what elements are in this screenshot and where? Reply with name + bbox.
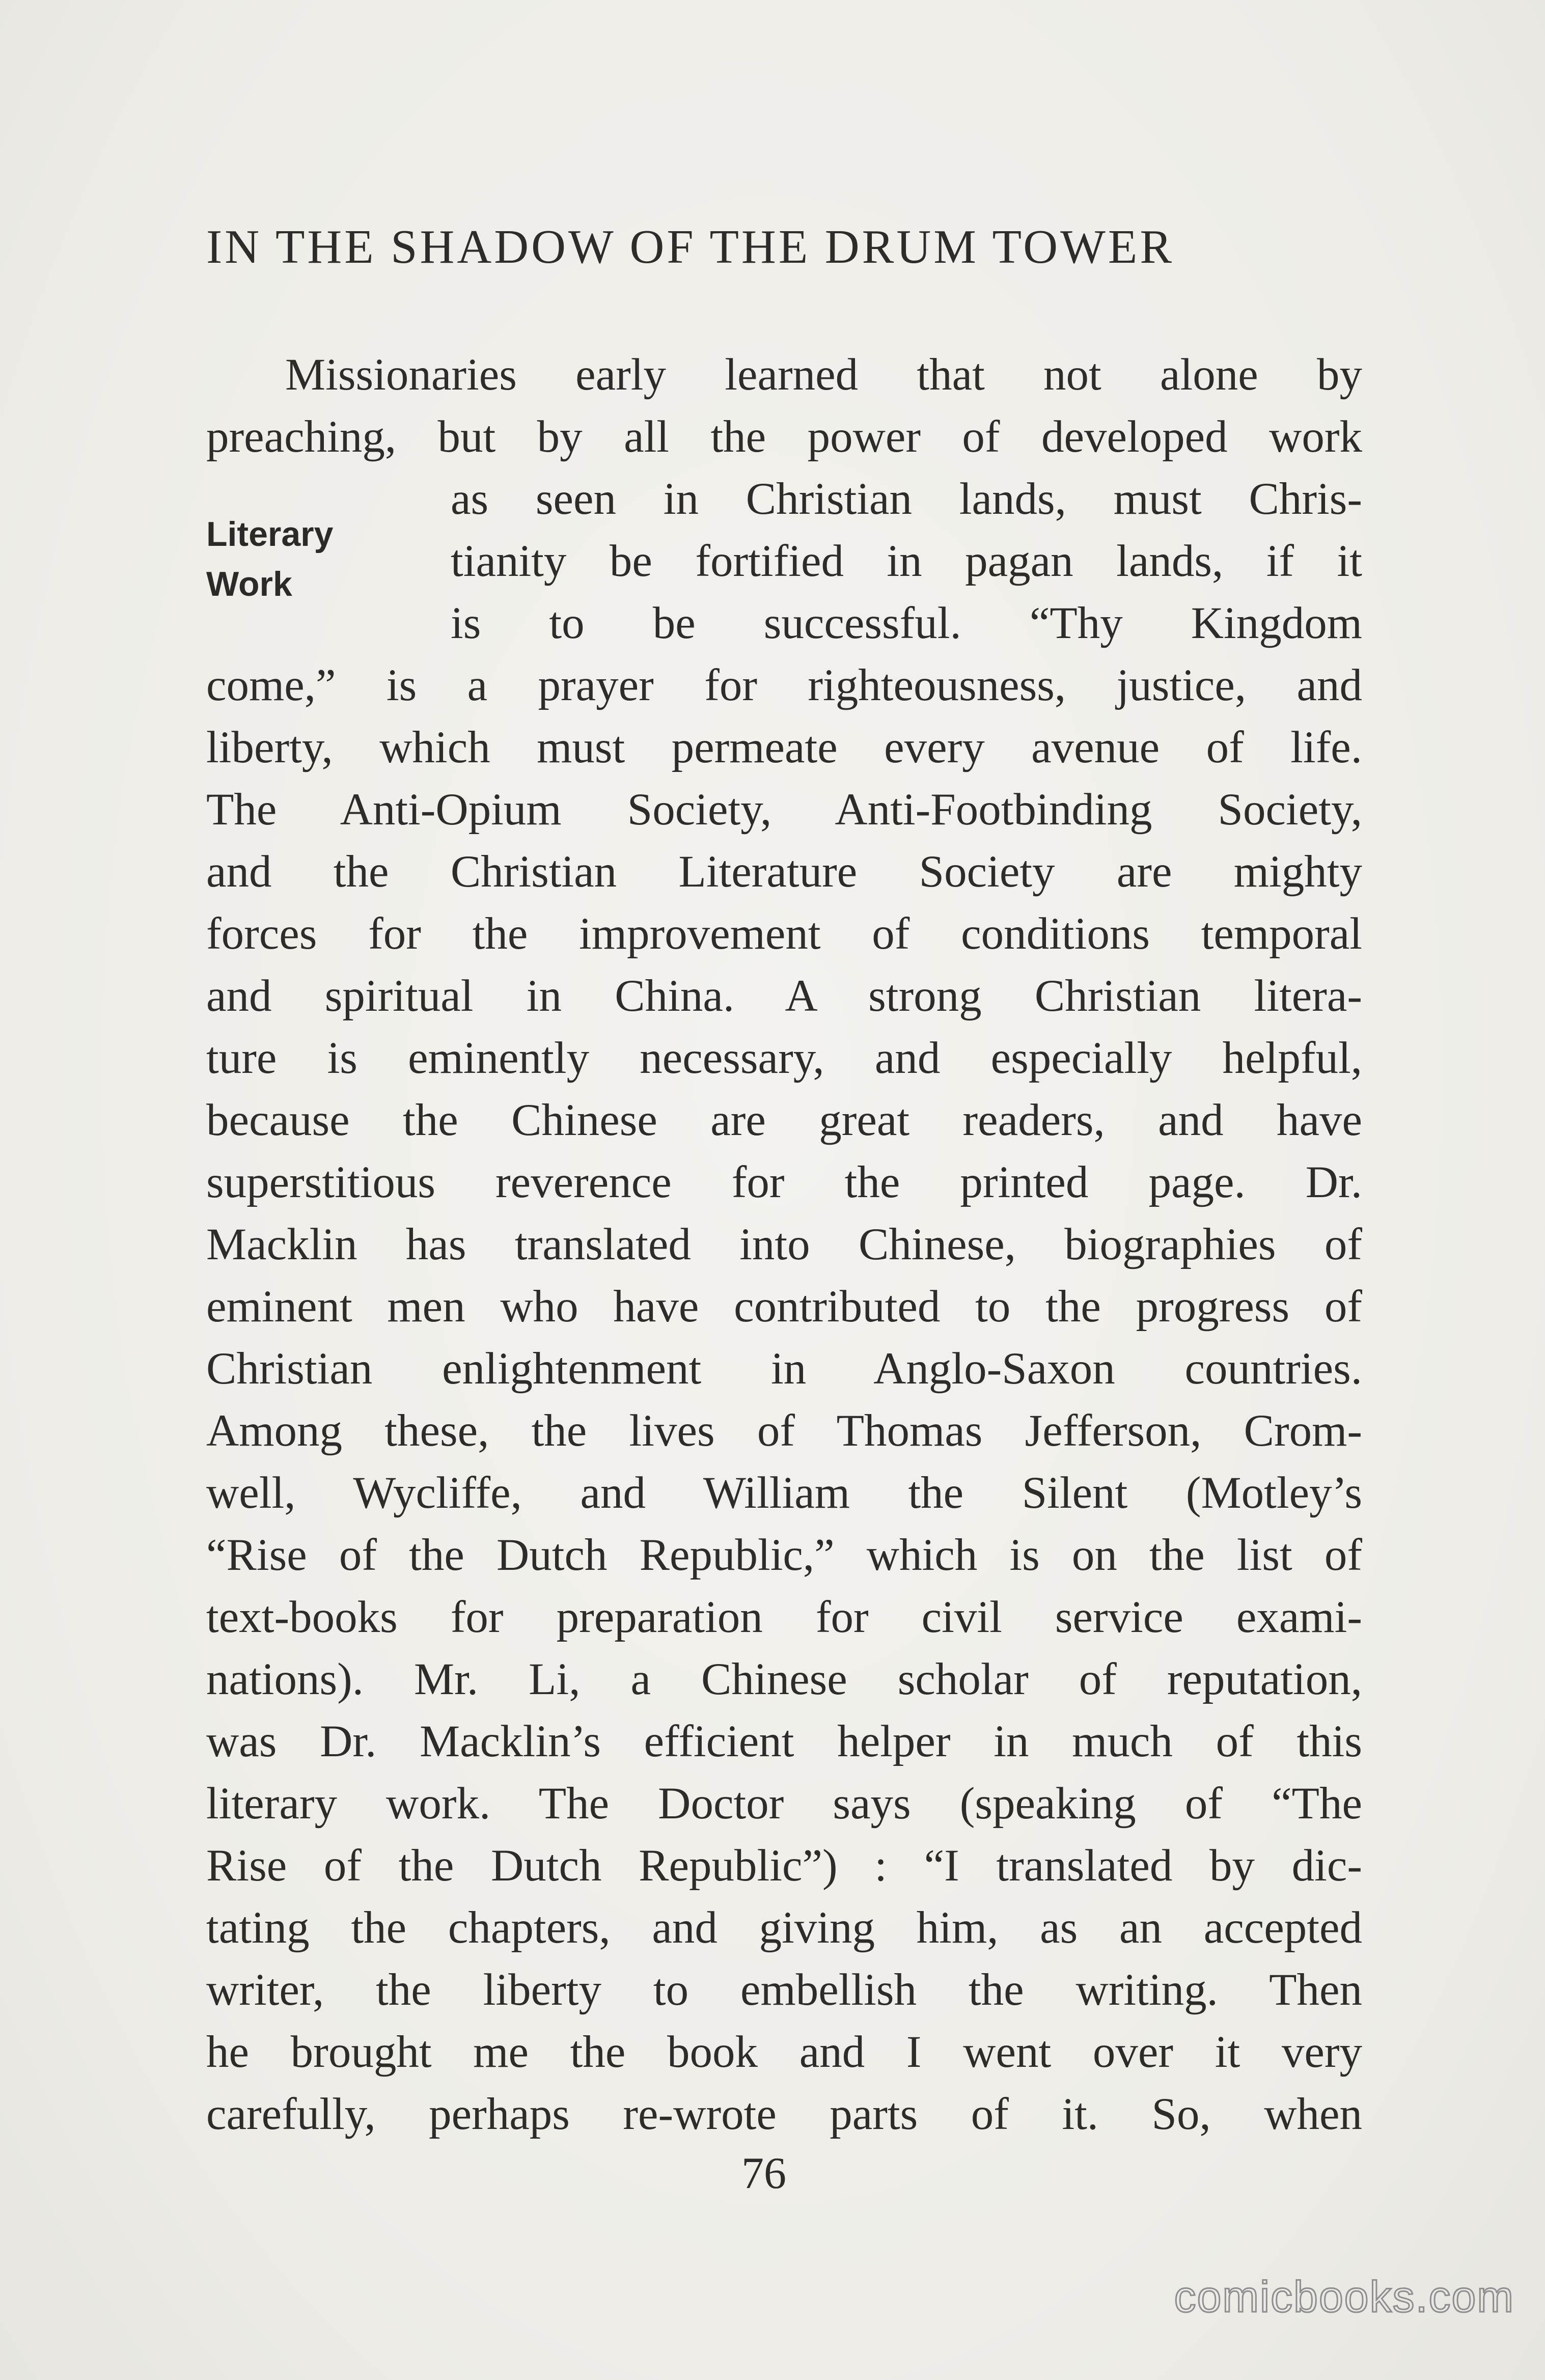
text-line: as seen in Christian lands, must Chris- <box>451 474 1362 524</box>
text-line: ture is eminently necessary, and especially helpful, <box>206 1033 1362 1083</box>
text-line: literary work. The Doctor says (speaking of “The <box>206 1779 1362 1829</box>
text-line: carefully, perhaps re-wrote parts of it. So, when <box>206 2089 1362 2139</box>
text-line: well, Wycliffe, and William the Silent (Motley’s <box>206 1468 1362 1518</box>
text-line: tianity be fortified in pagan lands, if it <box>451 536 1362 586</box>
text-line: forces for the improvement of conditions temporal <box>206 909 1362 959</box>
text-line: and the Christian Literature Society are mighty <box>206 847 1362 897</box>
text-line: tating the chapters, and giving him, as an accepted <box>206 1903 1362 1953</box>
text-line: writer, the liberty to embellish the writing. Then <box>206 1965 1362 2015</box>
text-line: Christian enlightenment in Anglo-Saxon countries. <box>206 1344 1362 1394</box>
margin-note-line: Work <box>206 565 292 603</box>
text-line: preaching, but by all the power of developed work <box>206 412 1362 462</box>
text-line: was Dr. Macklin’s efficient helper in much of this <box>206 1717 1362 1766</box>
text-line: Missionaries early learned that not alone by <box>285 350 1362 400</box>
text-line: and spiritual in China. A strong Christian litera- <box>206 971 1362 1021</box>
text-line: text-books for preparation for civil service exami- <box>206 1592 1362 1642</box>
text-line: nations). Mr. Li, a Chinese scholar of reputation, <box>206 1654 1362 1704</box>
running-head: IN THE SHADOW OF THE DRUM TOWER <box>206 220 1175 273</box>
text-line: he brought me the book and I went over it very <box>206 2027 1362 2077</box>
text-line: come,” is a prayer for righteousness, justice, and <box>206 660 1362 710</box>
page-number: 76 <box>741 2149 786 2198</box>
text-line: Rise of the Dutch Republic”) : “I translated by dic- <box>206 1841 1362 1891</box>
text-line: The Anti-Opium Society, Anti-Footbinding Society, <box>206 785 1362 835</box>
margin-note-line: Literary <box>206 515 334 554</box>
watermark: comicbooks.com <box>1174 2273 1514 2321</box>
text-line: because the Chinese are great readers, and have <box>206 1095 1362 1145</box>
text-line: eminent men who have contributed to the progress of <box>206 1282 1362 1332</box>
text-line: liberty, which must permeate every avenue of life. <box>206 723 1362 772</box>
text-line: superstitious reverence for the printed page. Dr. <box>206 1157 1362 1207</box>
text-line: is to be successful. “Thy Kingdom <box>451 598 1362 648</box>
body-text <box>206 344 1362 2145</box>
text-line: “Rise of the Dutch Republic,” which is on the list of <box>206 1530 1362 1580</box>
text-line: Macklin has translated into Chinese, biographies of <box>206 1220 1362 1269</box>
text-line: Among these, the lives of Thomas Jefferson, Crom- <box>206 1406 1362 1456</box>
